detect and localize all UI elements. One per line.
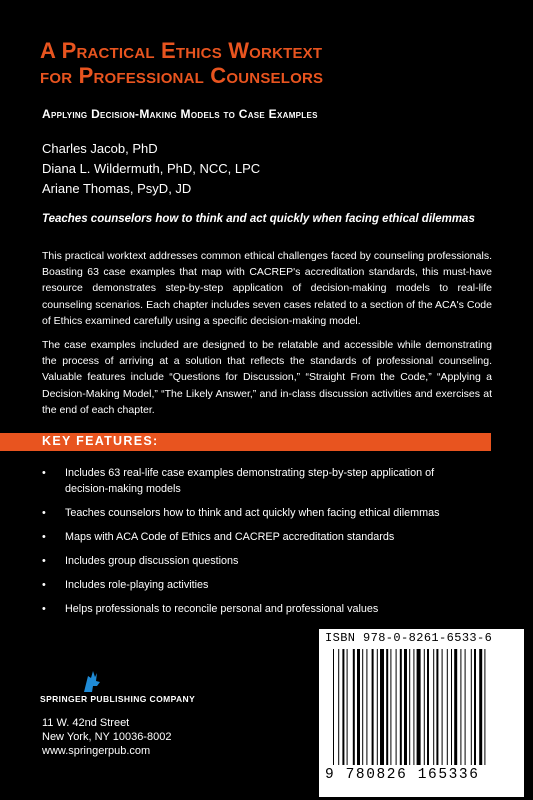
feature-item (40, 553, 480, 577)
address-line: www.springerpub.com (42, 745, 151, 757)
feature-text: Teaches counselors how to think and act quickly when facing ethical dilemmas (65, 507, 440, 519)
author-name: Charles Jacob, PhD (42, 141, 158, 156)
description-paragraph: The case examples included are designed to be relatable and accessible while demonstrating the process of arriving at a solution that reflects the standards of professional counseling. Valuable features include “Questions for Discussion,” “Straight From the Code,” “Applying a Decision-Making Model,” “The Likely Answer,” and in-class discussion activities and exercises at the end of each chapter. (42, 339, 492, 416)
bullet-icon: • (42, 467, 46, 479)
title-line-1: A Practical Ethics Worktext (40, 38, 323, 63)
address-line: New York, NY 10036-8002 (42, 731, 172, 743)
bullet-icon: • (42, 579, 46, 591)
bullet-icon: • (42, 555, 46, 567)
address-line: 11 W. 42nd Street (42, 717, 130, 729)
feature-text: Includes role-playing activities (65, 579, 209, 591)
feature-item (40, 465, 480, 505)
book-subtitle: Applying Decision-Making Models to Case Examples (42, 107, 318, 121)
key-features-banner (0, 433, 491, 451)
barcode-number: 9 780826 165336 (325, 767, 480, 783)
key-features-heading: KEY FEATURES: (42, 434, 159, 448)
publisher-name: SPRINGER PUBLISHING COMPANY (40, 694, 196, 704)
feature-text: Maps with ACA Code of Ethics and CACREP accreditation standards (65, 531, 395, 543)
description-paragraph: This practical worktext addresses common ethical challenges faced by counseling professionals. Boasting 63 case examples that map with CACREP's accreditation standards, this must-have resource demonstrates step-by-step application of decision-making models to real-life counseling scenarios. Each chapter includes seven cases related to a section of the ACA's Code of Ethics examined carefully using a specific decision-making model. (42, 250, 492, 327)
feature-text: Helps professionals to reconcile personal and professional values (65, 603, 379, 615)
book-title (40, 38, 510, 88)
feature-text: Includes 63 real-life case examples demonstrating step-by-step application of decision-making models (65, 467, 435, 495)
feature-item (40, 505, 480, 529)
bullet-icon: • (42, 531, 46, 543)
title-line-2: for Professional Counselors (40, 63, 324, 88)
author-name: Ariane Thomas, PsyD, JD (42, 181, 192, 196)
feature-item (40, 577, 480, 601)
author-name: Diana L. Wildermuth, PhD, NCC, LPC (42, 161, 261, 176)
barcode-panel (319, 629, 524, 797)
bullet-icon: • (42, 507, 46, 519)
tagline: Teaches counselors how to think and act quickly when facing ethical dilemmas (42, 213, 475, 225)
key-features-list (40, 465, 480, 625)
feature-text: Includes group discussion questions (65, 555, 239, 567)
feature-item (40, 601, 480, 625)
isbn-label: ISBN 978-0-8261-6533-6 (325, 631, 493, 645)
author-list (42, 139, 260, 199)
feature-item (40, 529, 480, 553)
bullet-icon: • (42, 603, 46, 615)
publisher-address (42, 716, 171, 758)
barcode-icon (327, 649, 517, 767)
